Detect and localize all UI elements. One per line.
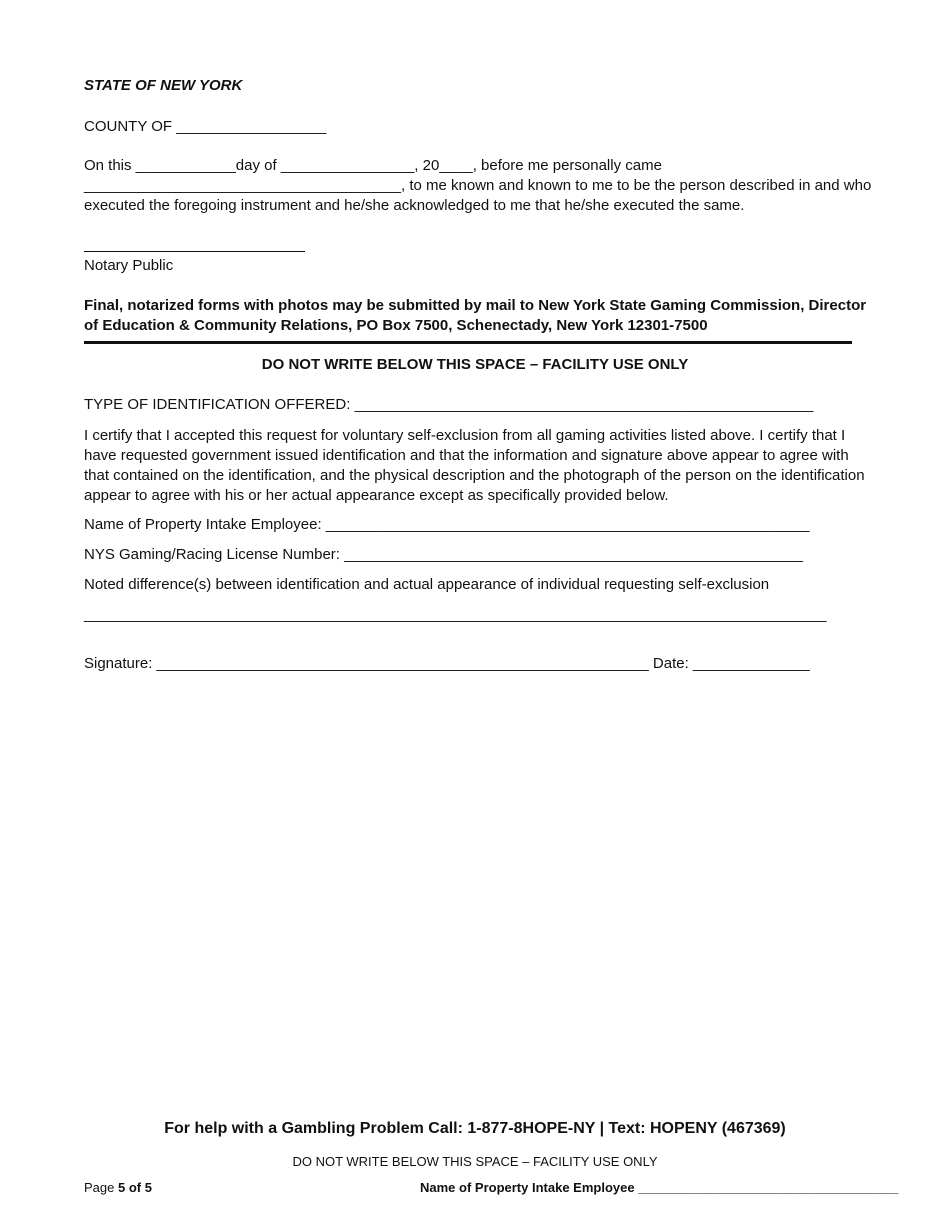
notary-paragraph: On this ____________day of ________________, 20____, before me personally came ______________________________________, to me known and known to me to be the person described in and who executed the foregoing instrument and he/she acknowledged to me that he/she executed the same.: [84, 157, 872, 214]
mail-notice: Final, notarized forms with photos may be submitted by mail to New York State Gaming Commission, Director of Education & Community Relations, PO Box 7500, Schenectady, New York 12301-7500: [84, 297, 867, 334]
document-title: STATE OF NEW YORK: [84, 77, 243, 94]
signature-date-field[interactable]: Signature: ___________________________________________________________ Date: ______________: [84, 655, 810, 672]
section-divider: [84, 341, 852, 344]
license-number-field[interactable]: NYS Gaming/Racing License Number: _______________________________________________________: [84, 546, 803, 563]
identification-type-field[interactable]: TYPE OF IDENTIFICATION OFFERED: _______________________________________________________: [84, 396, 814, 413]
notary-signature-line[interactable]: [84, 251, 305, 252]
page-prefix: Page: [84, 1180, 118, 1195]
differences-label: Noted difference(s) between identification and actual appearance of individual requesting self-exclusion: [84, 576, 770, 593]
footer-intake-employee-field[interactable]: Name of Property Intake Employee ____________________________________: [420, 1180, 899, 1195]
facility-use-heading: DO NOT WRITE BELOW THIS SPACE – FACILITY USE ONLY: [261, 356, 689, 373]
differences-field[interactable]: _________________________________________________________________________________________: [84, 606, 827, 623]
page-number: [84, 1179, 152, 1197]
intake-employee-field[interactable]: Name of Property Intake Employee: __________________________________________________________: [84, 516, 810, 533]
certification-statement: I certify that I accepted this request for voluntary self-exclusion from all gaming activities listed above. I certify that I have requested government issued identification and that the information and signature above appear to agree with that contained on the identification, and the physical description and the photograph of the person on the identification appear to agree with his or her actual appearance except as specifically provided below.: [84, 427, 865, 504]
page-count: 5 of 5: [117, 1180, 152, 1195]
notary-label: Notary Public: [84, 257, 174, 274]
county-field[interactable]: COUNTY OF __________________: [84, 118, 327, 135]
help-hotline: For help with a Gambling Problem Call: 1-877-8HOPE-NY | Text: HOPENY (467369): [164, 1120, 786, 1137]
footer-facility-note: DO NOT WRITE BELOW THIS SPACE – FACILITY USE ONLY: [292, 1154, 658, 1169]
